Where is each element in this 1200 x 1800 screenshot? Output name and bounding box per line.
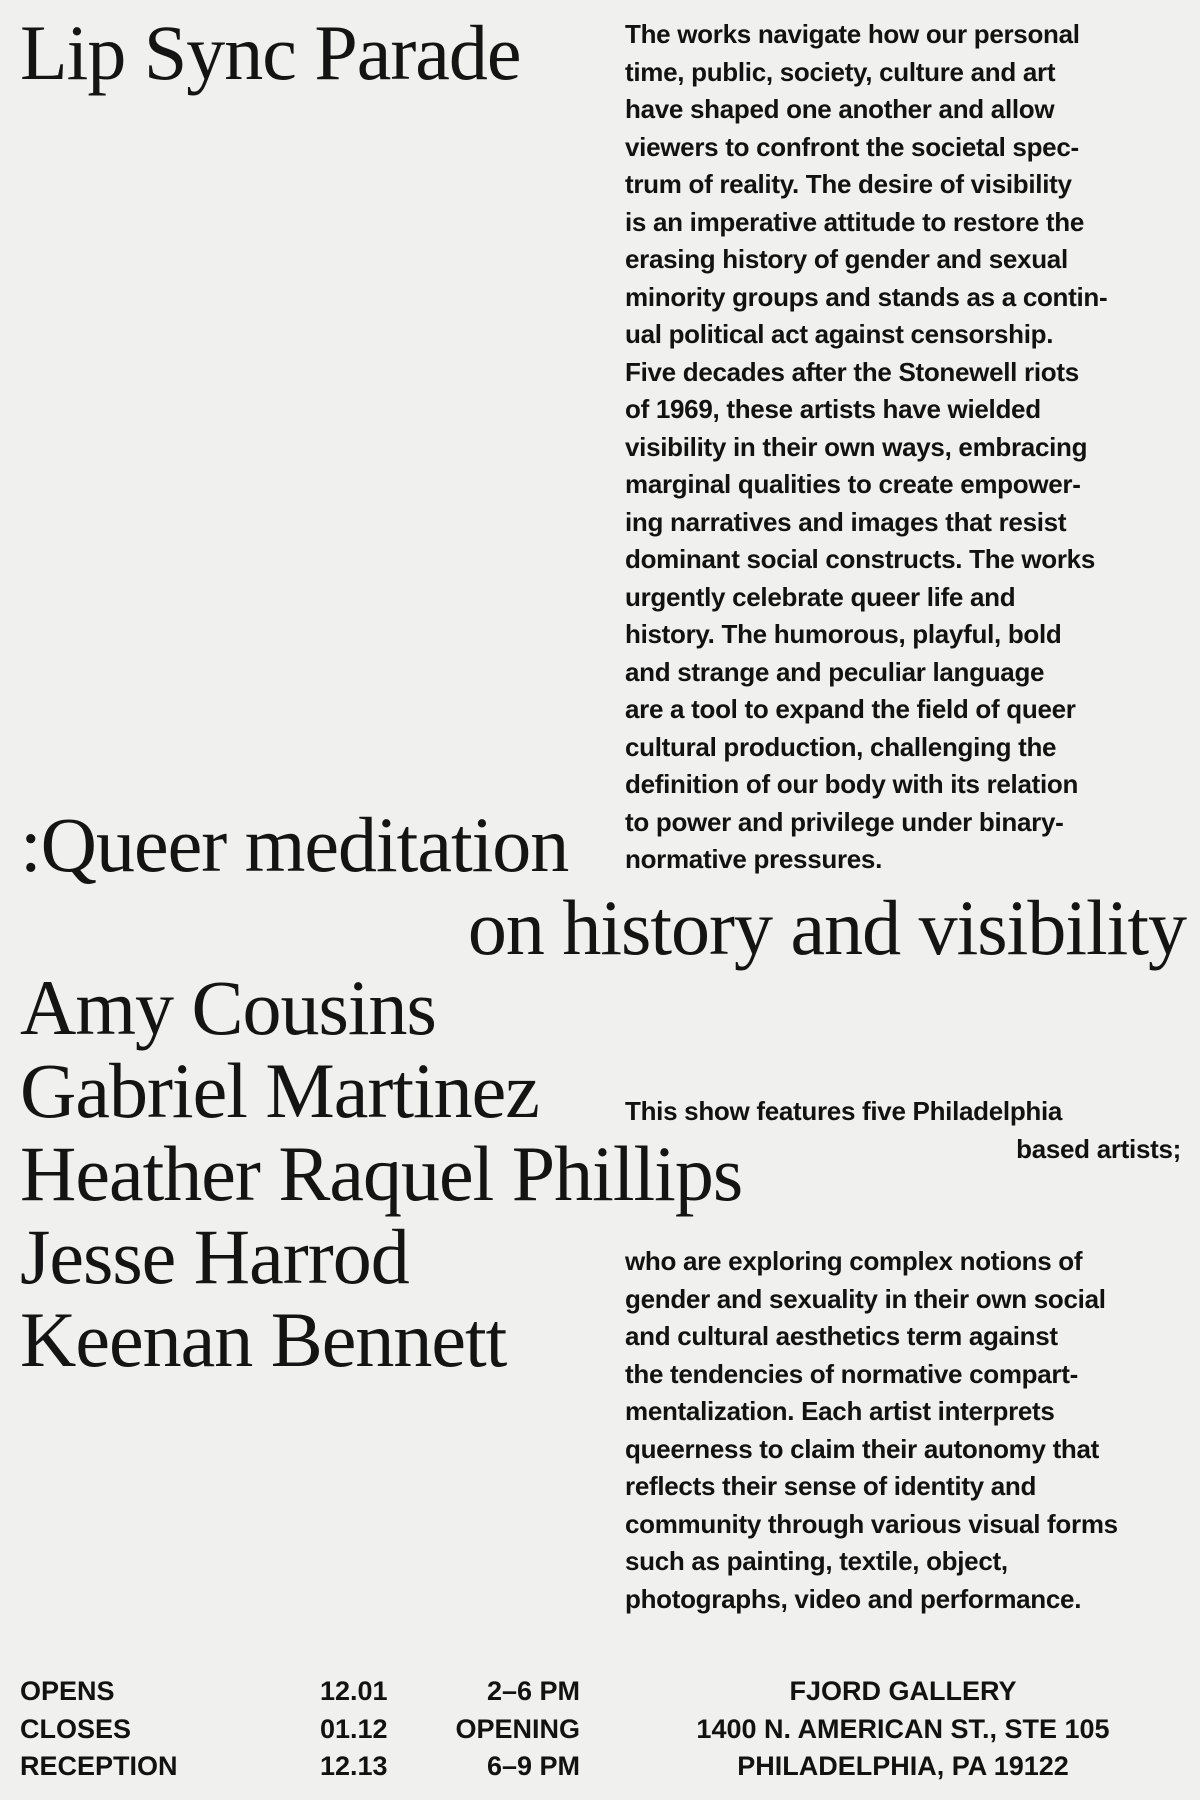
schedule-row-closes [20,1711,580,1749]
schedule-time: 6–9 PM [486,1751,580,1781]
schedule-table [20,1673,580,1786]
schedule-row-opens [20,1673,580,1711]
paragraph-line: cultural production, challenging the [625,731,1057,762]
paragraph-line: ual political act against censorship. [625,319,1054,349]
intro-paragraph [625,16,1187,879]
gallery-info [625,1673,1181,1786]
paragraph-line: Five decades after the Stonewell riots [625,356,1079,387]
artist-name: Jesse Harrod [20,1213,409,1300]
paragraph-line: who are exploring complex notions of [625,1246,1083,1276]
paragraph-line: normative pressures. [625,844,883,874]
paragraph-line: trum of reality. The desire of visibility [625,169,1072,199]
schedule-row-reception [20,1748,580,1786]
detail-paragraph [625,1243,1187,1618]
paragraph-line: marginal qualities to create empower- [625,469,1081,499]
feature-statement [625,1093,1187,1168]
paragraph-line: queerness to claim their autonomy that [625,1433,1100,1464]
poster-title: Lip Sync Parade [20,9,521,96]
artist-name: Amy Cousins [20,964,436,1051]
artist-name: Gabriel Martinez [20,1047,539,1134]
paragraph-line: and strange and peculiar language [625,656,1045,687]
gallery-address-line-2: PHILADELPHIA, PA 19122 [737,1751,1069,1781]
paragraph-line: time, public, society, culture and art [625,56,1056,87]
schedule-date: 01.12 [320,1713,388,1744]
artist-name: Heather Raquel Phillips [20,1130,743,1217]
paragraph-line: the tendencies of normative compart- [625,1358,1078,1389]
gallery-name: FJORD GALLERY [789,1676,1017,1706]
schedule-label: CLOSES [20,1713,132,1744]
paragraph-line: visibility in their own ways, embracing [625,431,1088,462]
schedule-time: 2–6 PM [486,1676,580,1706]
schedule-label: OPENS [20,1676,115,1706]
schedule-label: RECEPTION [20,1751,178,1781]
paragraph-line: to power and privilege under binary- [625,806,1064,837]
schedule-date: 12.13 [320,1751,388,1781]
paragraph-line: gender and sexuality in their own social [625,1283,1106,1314]
paragraph-line: such as painting, textile, object, [625,1546,1008,1576]
paragraph-line: reflects their sense of identity and [625,1471,1037,1501]
paragraph-line: history. The humorous, playful, bold [625,619,1062,649]
paragraph-line: definition of our body with its relation [625,769,1079,799]
paragraph-line: erasing history of gender and sexual [625,244,1068,274]
paragraph-line: and cultural aesthetics term against [625,1321,1058,1351]
paragraph-line: of 1969, these artists have wielded [625,394,1041,424]
paragraph-line: minority groups and stands as a contin- [625,281,1108,312]
paragraph-line: are a tool to expand the field of queer [625,694,1076,724]
paragraph-line: ing narratives and images that resist [625,506,1067,537]
paragraph-line: photographs, video and performance. [625,1583,1082,1614]
paragraph-line: dominant social constructs. The works [625,544,1096,574]
gallery-address-line-1: 1400 N. AMERICAN ST., STE 105 [696,1713,1110,1744]
paragraph-line: community through various visual forms [625,1508,1118,1539]
feature-statement-line: based artists; [1016,1133,1181,1164]
artist-name: Keenan Bennett [20,1296,507,1383]
paragraph-line: The works navigate how our personal [625,19,1080,49]
subtitle-line-2: on history and visibility [467,884,1186,971]
paragraph-line: mentalization. Each artist interprets [625,1396,1055,1426]
paragraph-line: is an imperative attitude to restore the [625,206,1085,237]
schedule-time: OPENING [455,1713,580,1744]
schedule-date: 12.01 [320,1676,388,1706]
subtitle-line-1: :Queer meditation [20,801,569,888]
feature-statement-line: This show features five Philadelphia [625,1096,1063,1126]
paragraph-line: viewers to confront the societal spec- [625,131,1079,162]
paragraph-line: urgently celebrate queer life and [625,581,1016,612]
paragraph-line: have shaped one another and allow [625,94,1055,124]
